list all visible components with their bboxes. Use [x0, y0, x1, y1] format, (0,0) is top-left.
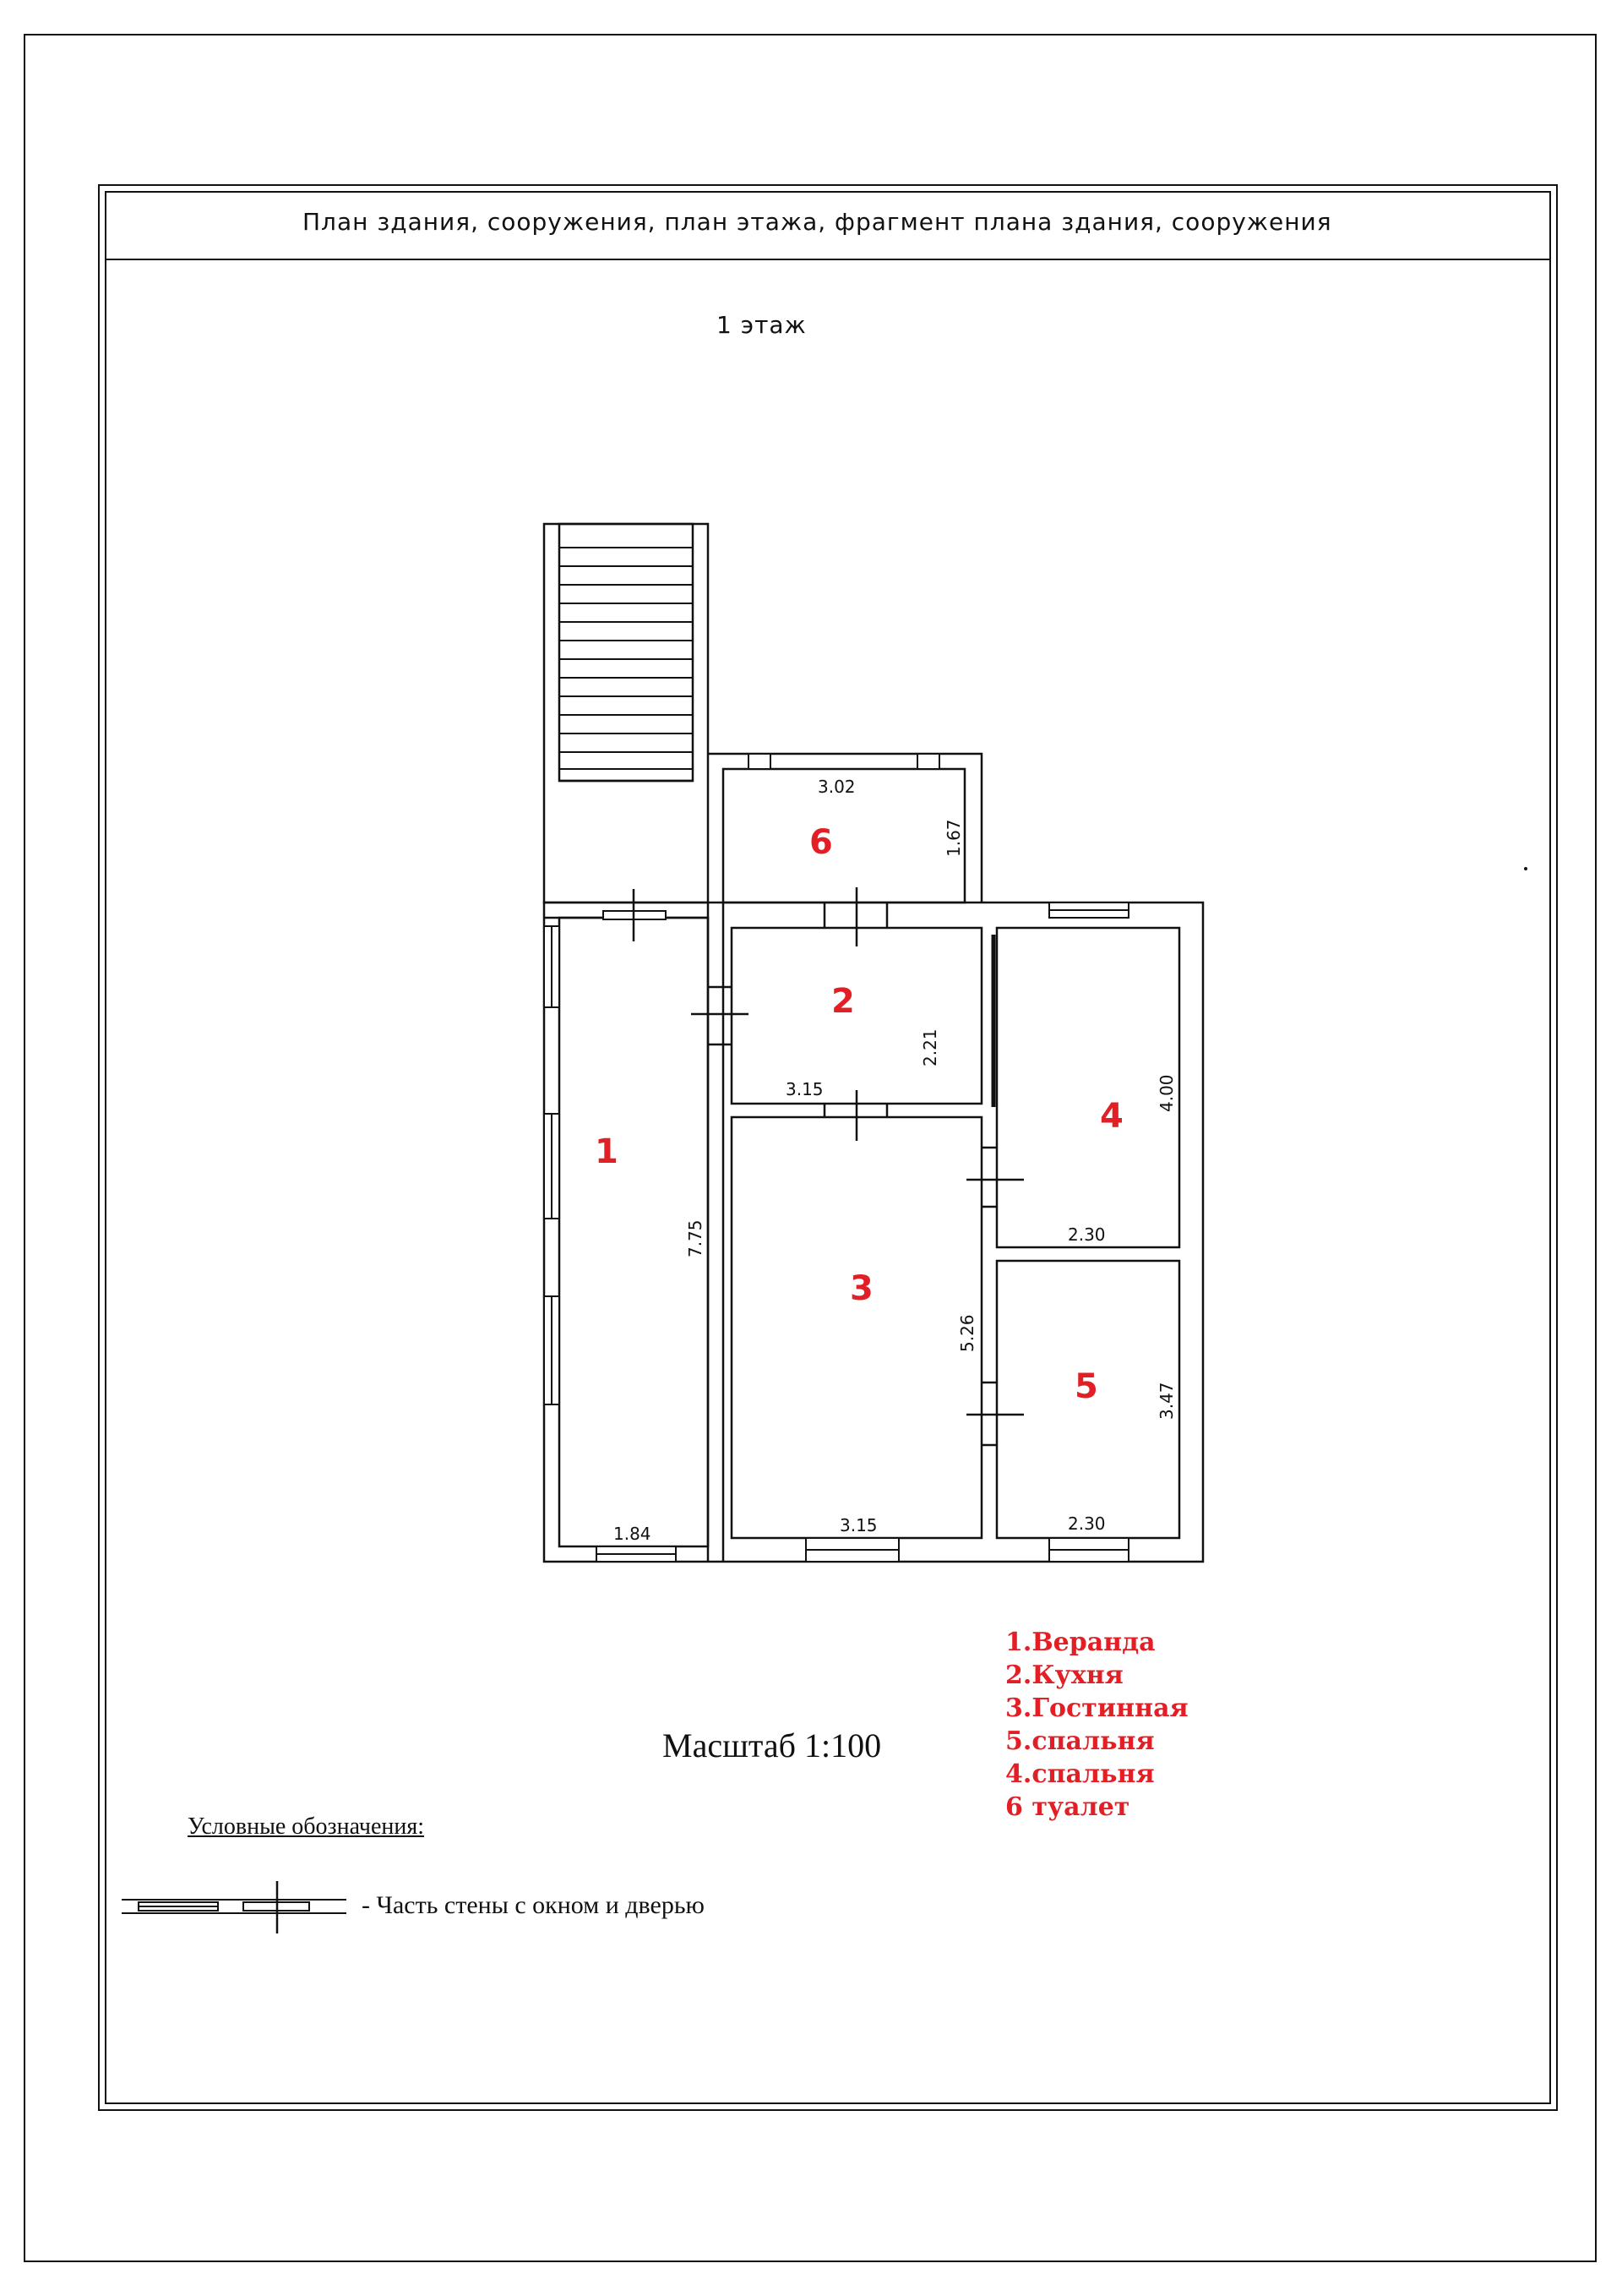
- stair-treads: [559, 548, 693, 769]
- room-legend-item: 6 туалет: [1005, 1792, 1130, 1822]
- dim-r1-width: 1.84: [613, 1524, 651, 1544]
- window-icon: [748, 754, 770, 769]
- sheet-title: План здания, сооружения, план этажа, фрагмент плана здания, сооружения: [302, 208, 1332, 236]
- dim-r6-width: 3.02: [818, 777, 856, 797]
- room-6-number: 6: [809, 823, 833, 862]
- dim-r3-height: 5.26: [957, 1314, 977, 1352]
- dim-r6-height: 1.67: [944, 819, 964, 857]
- room-legend-item: 4.спальня: [1005, 1759, 1155, 1789]
- room-legend-item: 1.Веранда: [1005, 1628, 1156, 1657]
- room-legend: [1005, 1626, 1189, 1824]
- dim-r2-height: 2.21: [920, 1028, 940, 1066]
- stray-mark: [1524, 867, 1527, 870]
- window-icon: [917, 754, 939, 769]
- legend-heading: Условные обозначения:: [188, 1813, 425, 1840]
- room-1-number: 1: [595, 1132, 618, 1171]
- dim-r4-height: 4.00: [1157, 1074, 1177, 1112]
- room-legend-item: 3.Гостинная: [1005, 1693, 1189, 1723]
- dim-r5-height: 3.47: [1157, 1382, 1177, 1420]
- room-4-number: 4: [1100, 1097, 1124, 1136]
- stair-block-outline: [544, 524, 708, 903]
- room-5-number: 5: [1075, 1367, 1098, 1406]
- dim-r3-width: 3.15: [840, 1515, 878, 1535]
- room-3-outline: [732, 1117, 982, 1538]
- windows: [544, 754, 1129, 1562]
- dim-r1-length: 7.75: [685, 1219, 705, 1257]
- room-2-outline: [732, 928, 982, 1104]
- stair-flight: [559, 524, 693, 781]
- legend-wall-label: - Часть стены с окном и дверью: [362, 1891, 705, 1919]
- doors: [634, 887, 1024, 1445]
- wall-symbol: [122, 1881, 346, 1933]
- dim-r2-width: 3.15: [786, 1079, 824, 1099]
- room-4-outline: [997, 928, 1179, 1247]
- room-legend-item: 2.Кухня: [1005, 1661, 1124, 1690]
- room-3-number: 3: [850, 1269, 874, 1308]
- room-2-number: 2: [831, 982, 855, 1021]
- dim-r4-width: 2.30: [1068, 1224, 1106, 1245]
- dim-r5-width: 2.30: [1068, 1513, 1106, 1534]
- room-legend-item: 5.спальня: [1005, 1726, 1155, 1756]
- scale-label: Масштаб 1:100: [662, 1726, 882, 1764]
- floor-label: 1 этаж: [716, 311, 807, 339]
